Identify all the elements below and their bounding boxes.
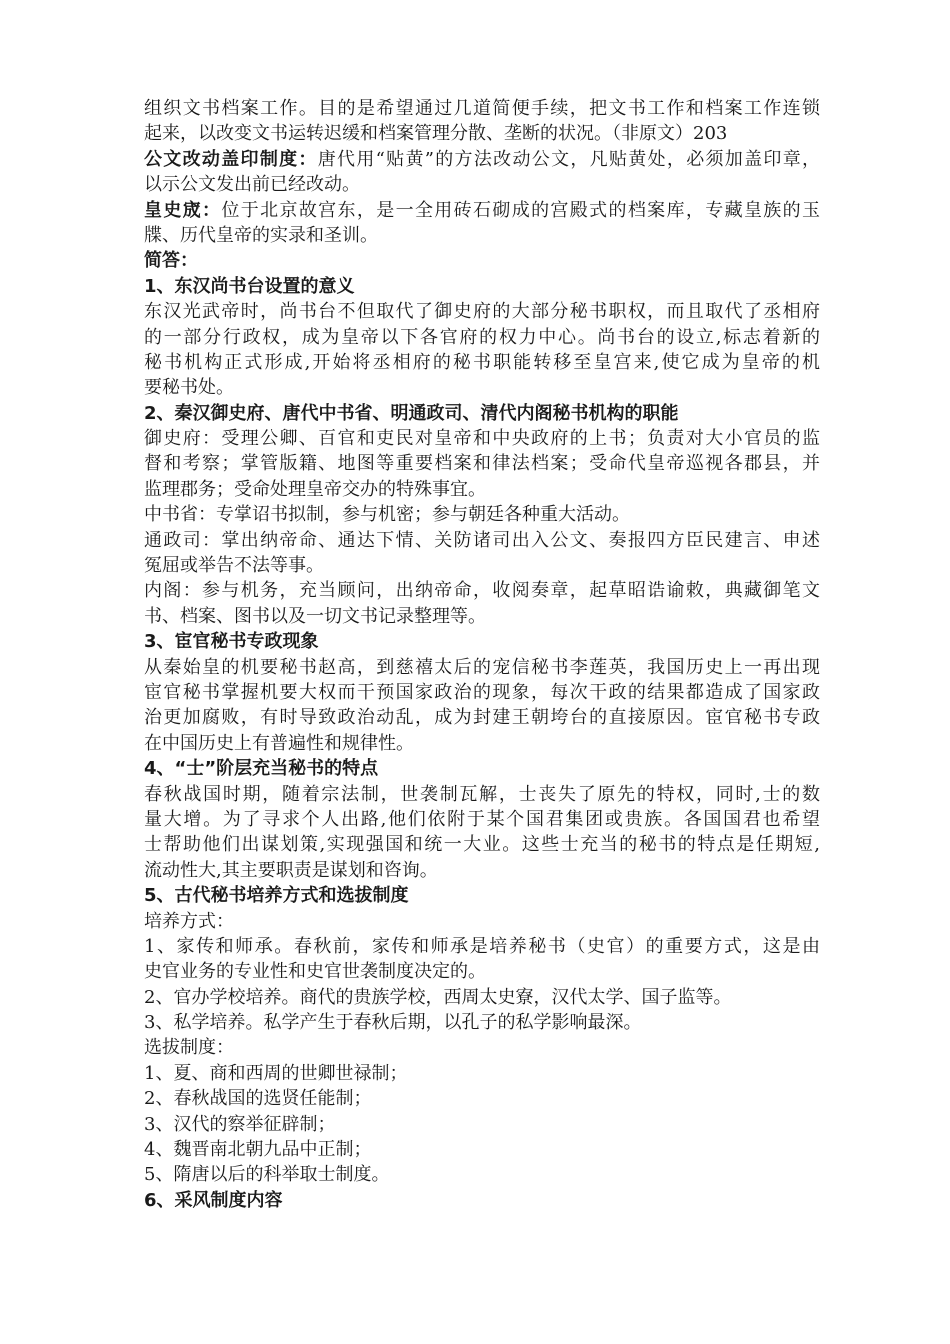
bold-term: 2、秦汉御史府、唐代中书省、明通政司、清代内阁秘书机构的职能 <box>144 402 679 424</box>
line-text: 中书省：专掌诏书拟制，参与机密；参与朝廷各种重大活动。 <box>144 504 630 526</box>
line-text: 以示公文发出前已经改动。 <box>144 174 360 196</box>
text-line <box>144 731 820 756</box>
text-line <box>144 578 820 603</box>
text-line <box>144 1137 820 1162</box>
bold-term: 皇史宬： <box>144 199 222 221</box>
text-line <box>144 807 820 832</box>
line-text: 3、私学培养。私学产生于春秋后期，以孔子的私学影响最深。 <box>144 1012 642 1034</box>
section-heading <box>144 629 820 654</box>
line-text: 起来，以改变文书运转迟缓和档案管理分散、垄断的状况。（非原文）203 <box>144 123 728 145</box>
text-line <box>144 325 820 350</box>
line-text: 流动性大,其主要职责是谋划和咨询。 <box>144 859 438 881</box>
line-text: 士帮助他们出谋划策,实现强国和统一大业。这些士充当的秘书的特点是任期短, <box>144 834 820 856</box>
line-text: 5、隋唐以后的科举取士制度。 <box>144 1164 390 1186</box>
bold-term: 1、东汉尚书台设置的意义 <box>144 275 355 297</box>
text-line <box>144 350 820 375</box>
section-heading <box>144 274 820 299</box>
text-line <box>144 198 820 223</box>
line-text: 1、夏、商和西周的世卿世禄制； <box>144 1062 408 1084</box>
line-text: 宦官秘书掌握机要大权而干预国家政治的现象，每次干政的结果都造成了国家政 <box>144 681 820 703</box>
text-line <box>144 451 820 476</box>
text-line <box>144 528 820 553</box>
line-text: 组织文书档案工作。目的是希望通过几道简便手续，把文书工作和档案工作连锁 <box>144 98 820 119</box>
text-line <box>144 655 820 680</box>
line-text: 1、家传和师承。春秋前，家传和师承是培养秘书（史官）的重要方式，这是由 <box>144 935 820 957</box>
section-heading <box>144 883 820 908</box>
line-text: 秘书机构正式形成,开始将丞相府的秘书职能转移至皇宫来,使它成为皇帝的机 <box>144 351 820 373</box>
text-line <box>144 858 820 883</box>
line-text: 书、档案、图书以及一切文书记录整理等。 <box>144 605 486 627</box>
text-line <box>144 426 820 451</box>
text-line <box>144 604 820 629</box>
line-text: 治更加腐败，有时导致政治动乱，成为封建王朝垮台的直接原因。宦官秘书专政 <box>144 707 820 729</box>
line-text: 史官业务的专业性和史官世袭制度决定的。 <box>144 961 486 983</box>
line-text: 冤屈或举告不法等事。 <box>144 555 324 577</box>
line-text: 内阁：参与机务，充当顾问，出纳帝命，收阅奏章，起草昭诰谕敕，典藏御笔文 <box>144 580 820 602</box>
line-text: 牒、历代皇帝的实录和圣训。 <box>144 224 378 246</box>
line-text: 2、春秋战国的选贤任能制； <box>144 1088 372 1110</box>
text-line <box>144 1061 820 1086</box>
text-line <box>144 1162 820 1187</box>
bold-term: 3、宦官秘书专政现象 <box>144 631 319 653</box>
line-text: 要秘书处。 <box>144 377 234 399</box>
text-line <box>144 1010 820 1035</box>
line-text: 御史府：受理公卿、百官和吏民对皇帝和中央政府的上书；负责对大小官员的监 <box>144 428 820 450</box>
bold-term: 6、采风制度内容 <box>144 1189 283 1211</box>
line-text: 监理郡务；受命处理皇帝交办的特殊事宜。 <box>144 478 486 500</box>
text-line <box>144 172 820 197</box>
line-text: 在中国历史上有普遍性和规律性。 <box>144 732 414 754</box>
text-line <box>144 832 820 857</box>
line-text: 春秋战国时期，随着宗法制，世袭制瓦解，士丧失了原先的特权，同时,士的数 <box>144 783 820 805</box>
line-text: 从秦始皇的机要秘书赵高，到慈禧太后的宠信秘书李莲英，我国历史上一再出现 <box>144 656 820 678</box>
text-line <box>144 121 820 146</box>
section-heading <box>144 401 820 426</box>
line-text: 东汉光武帝时，尚书台不但取代了御史府的大部分秘书职权，而且取代了丞相府 <box>144 301 820 323</box>
text-line <box>144 502 820 527</box>
text-line <box>144 1086 820 1111</box>
bold-term: 公文改动盖印制度： <box>144 148 318 170</box>
text-line <box>144 1035 820 1060</box>
text-line <box>144 299 820 324</box>
text-line <box>144 96 820 121</box>
line-text: 的一部分行政权，成为皇帝以下各官府的权力中心。尚书台的设立,标志着新的 <box>144 326 820 348</box>
line-text: 4、魏晋南北朝九品中正制； <box>144 1139 372 1161</box>
line-text: 2、官办学校培养。商代的贵族学校，西周太史寮，汉代太学、国子监等。 <box>144 986 732 1008</box>
text-line <box>144 223 820 248</box>
section-heading <box>144 1188 820 1213</box>
text-line <box>144 782 820 807</box>
text-line <box>144 375 820 400</box>
text-line <box>144 909 820 934</box>
line-text: 量大增。为了寻求个人出路,他们依附于某个国君集团或贵族。各国国君也希望 <box>144 808 820 830</box>
text-line <box>144 147 820 172</box>
section-heading <box>144 756 820 781</box>
bold-term: 简答： <box>144 250 198 272</box>
text-line <box>144 1112 820 1137</box>
text-line <box>144 553 820 578</box>
line-text: 培养方式： <box>144 910 234 932</box>
text-line <box>144 985 820 1010</box>
line-text: 3、汉代的察举征辟制； <box>144 1113 336 1135</box>
bold-term: 5、古代秘书培养方式和选拔制度 <box>144 885 409 907</box>
text-line <box>144 477 820 502</box>
text-line <box>144 934 820 959</box>
line-text: 位于北京故宫东，是一全用砖石砌成的宫殿式的档案库，专藏皇族的玉 <box>221 199 820 221</box>
section-heading <box>144 248 820 273</box>
bold-term: 4、“士”阶层充当秘书的特点 <box>144 758 379 780</box>
text-line <box>144 680 820 705</box>
line-text: 督和考察；掌管版籍、地图等重要档案和律法档案；受命代皇帝巡视各郡县，并 <box>144 453 820 475</box>
text-line <box>144 705 820 730</box>
line-text: 选拔制度： <box>144 1037 234 1059</box>
text-line <box>144 959 820 984</box>
line-text: 通政司：掌出纳帝命、通达下情、关防诸司出入公文、奏报四方臣民建言、申述 <box>144 529 820 551</box>
line-text: 唐代用“贴黄”的方法改动公文，凡贴黄处，必须加盖印章， <box>317 148 820 170</box>
document-page <box>144 96 820 1213</box>
